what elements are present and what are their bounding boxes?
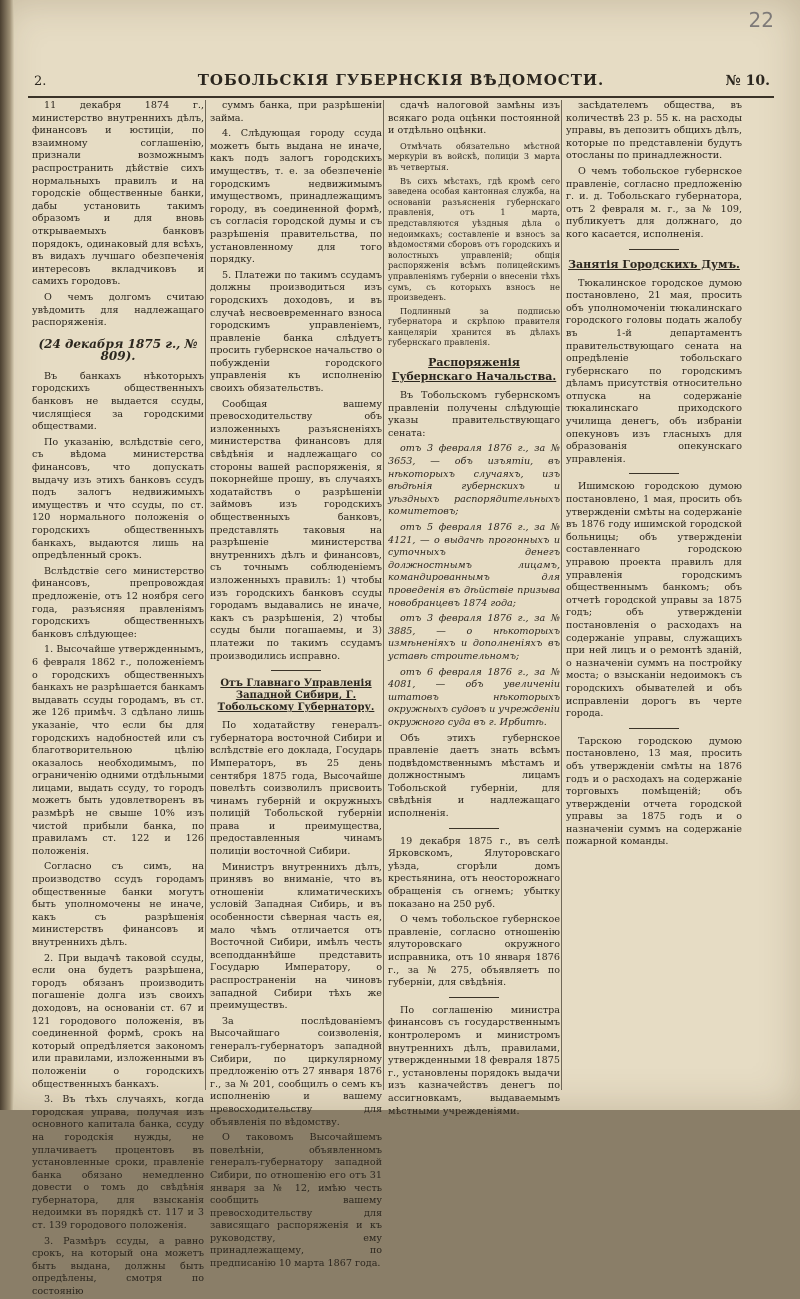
paragraph: 11 декабря 1874 г., министерство внутреннихъ дѣлъ, финансовъ и юстиціи, по взаимному соглашенію, признали возможнымъ распространить дѣйствіе сихъ нормальныхъ правилъ и на городскіе общественные банки, дабы установить такимъ образомъ и для вновь открываемыхъ банковъ порядокъ, одинаковый для всѣхъ, въ видахъ лучшаго обезпеченія интересовъ вкладчиковъ и самихъ городовъ.: [32, 100, 204, 288]
paragraph: О чемъ долгомъ считаю увѣдомить для надлежащаго распоряженія.: [32, 291, 204, 329]
paragraph: Объ этихъ губернское правленіе даетъ знать всѣмъ подвѣдомственнымъ мѣстамъ и должностнымъ лицамъ Тобольской губерніи, для свѣдѣнія и надлежащаго исполненія.: [388, 732, 560, 820]
paragraph: 3. Въ тѣхъ случаяхъ, когда городская управа, получая изъ основного капитала банка, ссуду на городскія нужды, не уплачиваетъ процентовъ въ установленные сроки, правленіе банка обязано немедленно довести о томъ до свѣдѣнія губернатора, для взысканія недоимки въ порядкѣ ст. 117 и 3 ст. 139 городового положенія.: [32, 1094, 204, 1232]
paragraph: О чемъ тобольское губернское правленіе, согласно предложенію г. и. д. Тобольскаго губернатора, отъ 2 февраля м. г., за № 109, публикуетъ для должнаго, до кого касается, исполненія.: [566, 165, 742, 240]
decree-item: отъ 3 февраля 1876 г., за № 3885, — о нѣкоторыхъ измѣненіяхъ и дополненіяхъ въ уставѣ строительномъ;: [388, 613, 560, 662]
paragraph: 19 декабря 1875 г., въ селѣ Ярковскомъ, Ялуторовскаго уѣзда, сгорѣли домъ крестьянина, отъ неосторожнаго обращенія съ огнемъ; убытку показано на 250 руб.: [388, 835, 560, 910]
paragraph: Тюкалинское городское думою постановлено, 21 мая, просить объ уполномоченіи тюкалинскаго городского головы подать жалобу въ 1-й департаментъ правительствующаго сената на опредѣленіе тобольскаго губернскаго по городскимъ дѣламъ присутствія относительно отпуска на содержаніе тюкалинскаго приходского училища денегъ, объ избраніи опекуновъ изъ гласныхъ для образованія опекунскаго управленія.: [566, 277, 742, 465]
small-print-paragraph: Отмѣчать обязательно мѣстной меркуріи въ войскѣ, полиціи 3 марта въ четвертыя.: [388, 140, 560, 172]
page-number: 2.: [34, 74, 47, 89]
section-divider: [629, 728, 679, 729]
paragraph: По соглашенію министра финансовъ съ государственнымъ контролеромъ и министромъ внутреннихъ дѣлъ, правилами, утвержденными 18 февраля 1875 г., установлены порядокъ выдачи изъ казначействъ денегъ по ассигновкамъ, выдаваемымъ мѣстными учрежденіями.: [388, 1004, 560, 1117]
column-4: [566, 100, 742, 1090]
archive-page-number: 22: [748, 8, 774, 32]
paragraph: О чемъ тобольское губернское правленіе, согласно отношенію ялуторовскаго окружного исправника, отъ 10 января 1876 г., за № 275, объявляетъ по губерніи, для свѣдѣнія.: [388, 914, 560, 989]
paragraph: 5. Платежи по такимъ ссудамъ должны производиться изъ городскихъ доходовъ, и въ случаѣ несвоевременнаго взноса городскимъ управленіемъ, правленіе банка слѣдуетъ просить губернское начальство о побужденіи городского управленія къ исполненію своихъ обязательствъ.: [210, 269, 382, 395]
paragraph: засѣдателемъ общества, въ количествѣ 23 р. 55 к. на расходы управы, въ депозитъ общихъ дѣлъ, которые по представленіи будутъ отосланы по принадлежности.: [566, 100, 742, 162]
article-date: (24 декабря 1875 г., № 809).: [38, 336, 198, 364]
column-3: [388, 100, 560, 1117]
column-rule: [561, 100, 562, 1090]
section-heading: Занятія Городскихъ Думъ.: [568, 257, 740, 271]
paragraph: По ходатайству генералъ-губернатора восточной Сибири и вслѣдствіе его доклада, Государь Императоръ, въ 25 день сентября 1875 года, Высочайше повелѣть соизволилъ присвоить чинамъ губерній и окружныхъ полицій Тобольской губерніи права и преимущества, предоставленныя чинамъ полиціи восточной Сибири.: [210, 720, 382, 858]
paragraph: 2. При выдачѣ таковой ссуды, если она будетъ разрѣшена, городъ обязанъ производить погашеніе долга изъ своихъ доходовъ, на основаніи ст. 67 и 121 городового положенія, въ соединенной формѣ, срокъ на который опредѣляется закономъ или правилами, изложенными въ положеніи о городскихъ общественныхъ банкахъ.: [32, 952, 204, 1090]
paragraph: Ишимскою городскою думою постановлено, 1 мая, просить объ утвержденіи смѣты на содержаніе въ 1876 году ишимской городской больницы; объ утвержденіи составленнаго городскою управою проекта правилъ для управленія городскимъ общественнымъ банкомъ; объ отчетѣ городской управы за 1875 годъ; объ утвержденіи постановленія о расходахъ на содержаніе управы, служащихъ при ней лицъ и о ремонтѣ зданій, о назначеніи суммъ на постройку моста; о взысканіи недоимокъ съ городскихъ обывателей и объ исправленіи дорогъ въ черте города.: [566, 481, 742, 720]
column-rule: [383, 100, 384, 1090]
decree-item: отъ 3 февраля 1876 г., за № 3653, — объ изъятіи, въ нѣкоторыхъ случаяхъ, изъ вѣдѣнія губернскихъ и уѣздныхъ распорядительныхъ комитетовъ;: [388, 443, 560, 518]
paragraph: Въ банкахъ нѣкоторыхъ городскихъ общественныхъ банковъ не выдается ссуды, числящіеся за городскими обществами.: [32, 370, 204, 433]
section-divider: [629, 473, 679, 474]
paragraph: За послѣдованіемъ Высочайшаго соизволенія, генералъ-губернаторъ западной Сибири, по циркулярному предложенію отъ 27 января 1876 г., за № 201, сообщилъ о семъ къ исполненію и вашему превосходительству для объявленія по вѣдомству.: [210, 1015, 382, 1128]
paragraph: 3. Размѣръ ссуды, а равно срокъ, на который она можетъ быть выдана, должны быть опредѣлены, смотря по состоянію: [32, 1235, 204, 1298]
small-print-paragraph: Въ сихъ мѣстахъ, гдѣ кромѣ сего заведена особая кантонная служба, на основаніи разъясненія губернскаго правленія, отъ 1 марта, представляются уѣздныя дѣла о недоимкахъ; составленіе и взносъ за вѣдомостями сборовъ отъ городскихъ и волостныхъ управленій; общія распоряженія всѣмъ полицейскимъ управленіямъ губерніи о внесеніи тѣхъ сумъ, съ которыхъ взносъ не произведенъ.: [388, 175, 560, 303]
column-rule: [205, 100, 206, 1090]
section-heading: Отъ Главнаго Управленія Западной Сибири, Г. Тобольскому Губернатору.: [217, 678, 375, 714]
paragraph: Сообщая вашему превосходительству объ изложенныхъ разъясненіяхъ министерства финансовъ для свѣдѣнія и надлежащаго со стороны вашей распоряженія, я покорнейше прошу, въ случаяхъ ходатайствъ о разрѣшеніи займовъ изъ городскихъ общественныхъ банковъ, представлять таковыя на разрѣшеніе министерства внутреннихъ дѣлъ и финансовъ, съ точнымъ соблюденіемъ изложенныхъ правилъ: 1) чтобы изъ городскихъ банковъ ссуды городамъ выдавались не иначе, какъ съ разрѣшенія, 2) чтобы ссуды были погашаемы, и 3) платежи по такимъ ссудамъ производились исправно.: [210, 398, 382, 662]
paragraph: Въ Тобольскомъ губернскомъ правленіи получены слѣдующіе указы правительствующаго сената:: [388, 390, 560, 439]
paragraph: 4. Слѣдующая городу ссуда можетъ быть выдана не иначе, какъ подъ залогъ городскихъ имуществъ, т. е. за обезпеченіе городскимъ недвижимымъ имуществомъ, принадлежащимъ городу, въ соединенной формѣ, съ согласія городской думы и съ разрѣшенія правительства, по установленному для того порядку.: [210, 128, 382, 266]
paragraph: Тарскою городскою думою постановлено, 13 мая, просить объ утвержденіи смѣты на 1876 годъ и о расходахъ на содержаніе торговыхъ помѣщеній; объ утвержденіи отчета городской управы за 1875 годъ и о назначеніи суммъ на содержаніе пожарной команды.: [566, 735, 742, 848]
decree-item: отъ 5 февраля 1876 г., за № 4121, — о выдачѣ прогонныхъ и суточныхъ денегъ должностнымъ лицамъ, командированнымъ для проведенія въ дѣйствіе призыва новобранцевъ 1874 года;: [388, 522, 560, 609]
small-print-paragraph: Подлинный за подписью губернатора и скрѣпою правителя канцеляріи хранится въ дѣлахъ губернскаго правленія.: [388, 305, 560, 348]
paragraph: О таковомъ Высочайшемъ повелѣніи, объявленномъ генералъ-губернатору западной Сибири, по отношенію его отъ 31 января за № 12, имѣю честь сообщить вашему превосходительству для зависящаго распоряженія и къ руководству, ему принадлежащему, по предписанію 10 марта 1867 года.: [210, 1132, 382, 1270]
paragraph: По указанію, вслѣдствіе сего, съ вѣдома министерства финансовъ, что допускать выдачу изъ этихъ банковъ ссудъ подъ залогъ недвижимыхъ имуществъ и что ссуды, по ст. 120 нормального положенія о городскихъ общественныхъ банкахъ, выдаются лишь на опредѣленный срокъ.: [32, 436, 204, 562]
page-binding: [0, 0, 14, 1110]
paragraph: Министръ внутреннихъ дѣлъ, принявъ во вниманіе, что въ отношеніи климатическихъ условій Западная Сибирь, и въ особенности сѣверная часть ея, мало чѣмъ отличается отъ Восточной Сибири, имѣлъ честь всеподданнѣйше представить Государю Императору, о распространеніи на чиновъ западной Сибири тѣхъ же преимуществъ.: [210, 861, 382, 1012]
decree-item: отъ 6 февраля 1876 г., за № 4081, — объ увеличеніи штатовъ нѣкоторыхъ окружныхъ судовъ и учрежденіи окружного суда въ г. Ирбитѣ.: [388, 666, 560, 728]
column-2: [210, 100, 382, 1270]
section-divider: [629, 249, 679, 250]
paragraph: Вслѣдствіе сего министерство финансовъ, препровождая предложеніе, отъ 12 ноября сего года, разъясняя правленіямъ городскихъ общественныхъ банковъ слѣдующее:: [32, 565, 204, 640]
paragraph: сдачѣ налоговой замѣны изъ всякаго рода оцѣнки постоянной и отдѣльно оцѣнки.: [388, 100, 560, 137]
paragraph: Согласно съ симъ, на производство ссудъ городамъ общественные банки могутъ быть уполномочены не иначе, какъ съ разрѣшенія министерствъ финансовъ и внутреннихъ дѣлъ.: [32, 861, 204, 948]
newspaper-title: ТОБОЛЬСКІЯ ГУБЕРНСКІЯ ВѢДОМОСТИ.: [197, 71, 605, 89]
paragraph: 1. Высочайше утвержденнымъ, 6 февраля 1862 г., положеніемъ о городскихъ общественныхъ банкахъ не разрѣшается банкамъ выдавать ссуды городамъ, въ ст. же 126 примѣч. 3 сдѣлано лишь указаніе, что если бы для городскихъ надобностей или съ благотворительною цѣлію оказалось необходимымъ, по ограниченію одними отдѣльными лицами, выдать ссуду, то городъ можетъ быть удовлетворенъ въ размѣрѣ не свыше 10% изъ чистой прибыли банка, по правиламъ ст. 122 и 126 положенія.: [32, 644, 204, 857]
column-1: [32, 100, 204, 1298]
section-divider: [449, 828, 499, 829]
section-heading: Распоряженія Губернскаго Начальства.: [391, 356, 557, 384]
page-header: [28, 66, 774, 98]
section-divider: [271, 670, 321, 671]
issue-number: № 10.: [725, 73, 770, 89]
section-divider: [449, 997, 499, 998]
paragraph: суммъ банка, при разрѣшеніи займа.: [210, 100, 382, 124]
